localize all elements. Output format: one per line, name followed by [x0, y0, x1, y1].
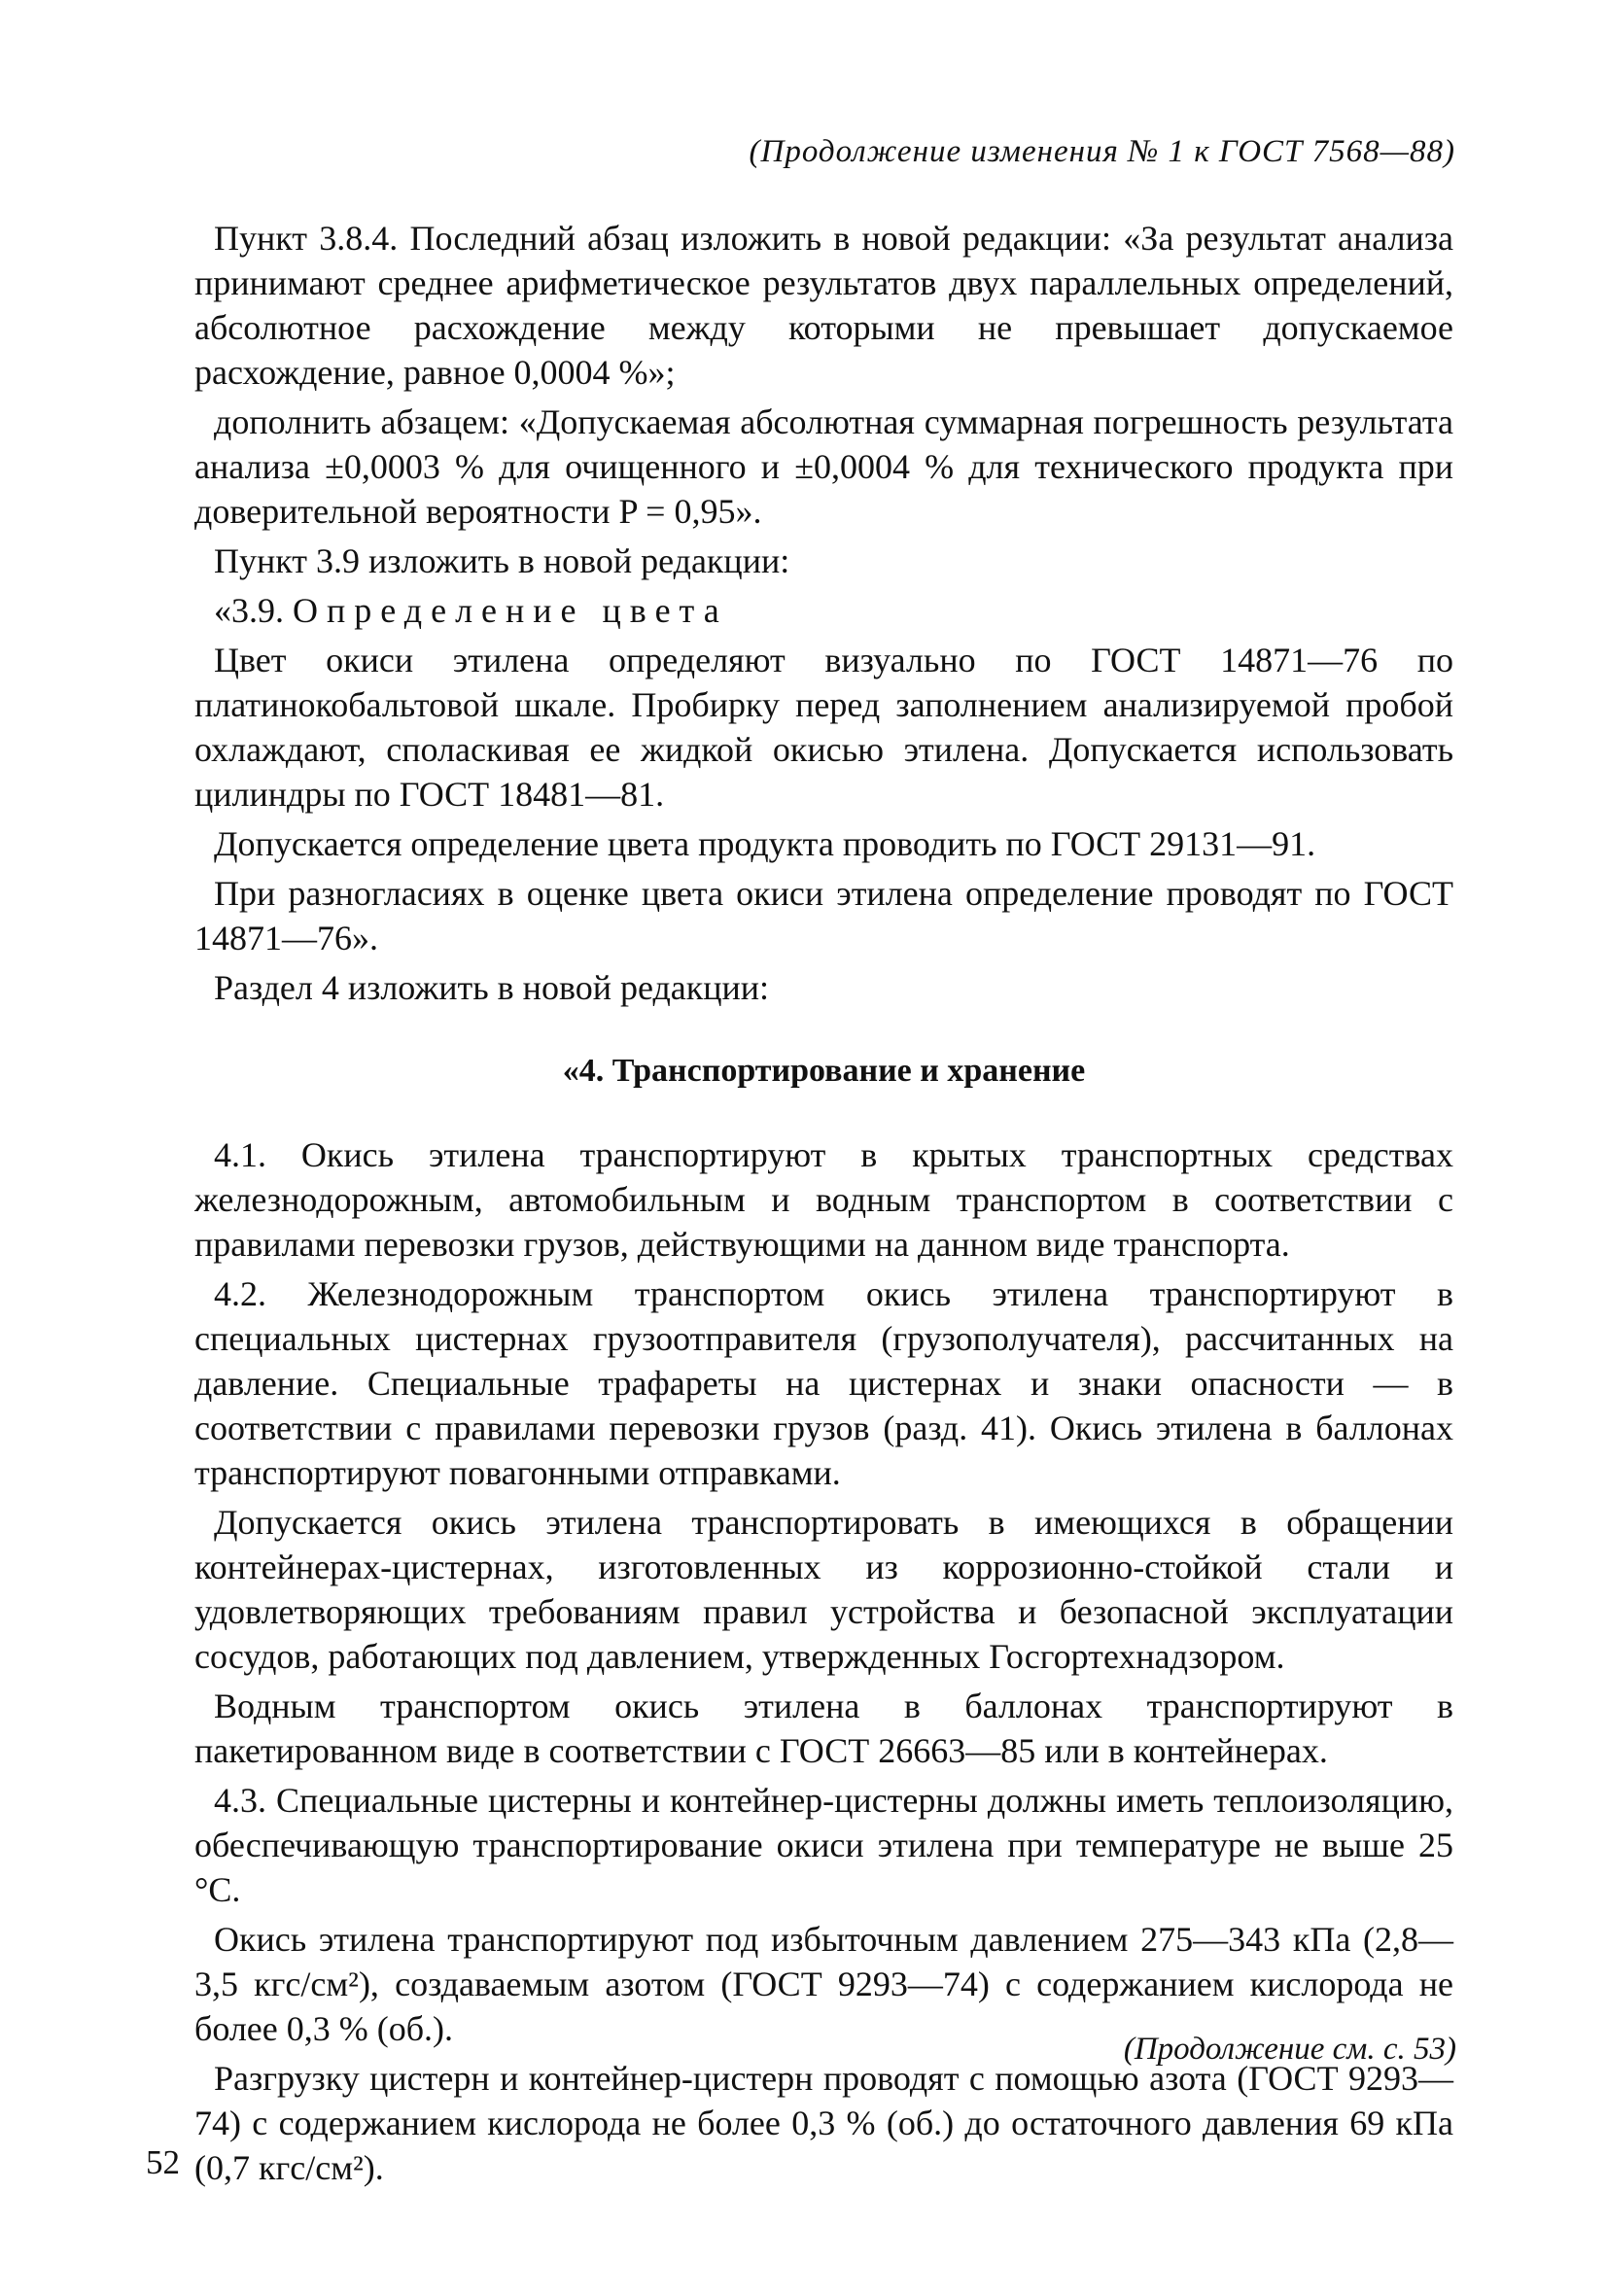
document-body	[194, 216, 1453, 2195]
paragraph: Допускается определение цвета продукта проводить по ГОСТ 29131—91.	[214, 824, 1316, 863]
paragraph: дополнить абзацем: «Допускаемая абсолютная суммарная погрешность результата анализа ±0,0003 % для очищенного и ±0,0004 % для технического продукта при доверительной вероятности P = 0,95».	[194, 402, 1453, 531]
paragraph: Водным транспортом окись этилена в баллонах транспортируют в пакетированном виде в соответствии с ГОСТ 26663—85 или в контейнерах.	[194, 1687, 1453, 1770]
paragraph: Цвет окиси этилена определяют визуально по ГОСТ 14871—76 по платинокобальтовой шкале. Пробирку перед заполнением анализируемой пробой охлаждают, споласкивая ее жидкой окисью этилена. Допускается использовать цилиндры по ГОСТ 18481—81.	[194, 641, 1453, 814]
paragraph: 4.1. Окись этилена транспортируют в крытых транспортных средствах железнодорожным, автомобильным и водным транспортом в соответствии с правилами перевозки грузов, действующими на данном виде транспорта.	[194, 1135, 1453, 1264]
paragraph: Допускается окись этилена транспортировать в имеющихся в обращении контейнерах-цистернах, изготовленных из коррозионно-стойкой стали и удовлетворяющих требованиям правил устройства и безопасной эксплуатации сосудов, работающих под давлением, утвержденных Госгортехнадзором.	[194, 1503, 1453, 1676]
paragraph: 4.3. Специальные цистерны и контейнер-цистерны должны иметь теплоизоляцию, обеспечивающую транспортирование окиси этилена при температуре не выше 25 °С.	[194, 1781, 1453, 1909]
page-number: 52	[146, 2143, 180, 2181]
continuation-note: (Продолжение см. с. 53)	[1123, 2032, 1456, 2067]
paragraph: Раздел 4 изложить в новой редакции:	[214, 968, 770, 1007]
paragraph: Пункт 3.9 изложить в новой редакции:	[214, 541, 790, 580]
subsection-heading	[194, 588, 1453, 633]
section-title: «4. Транспортирование и хранение	[562, 1053, 1086, 1089]
paragraph: 4.2. Железнодорожным транспортом окись этилена транспортируют в специальных цистернах грузоотправителя (грузополучателя), рассчитанных на давление. Специальные трафареты на цистернах и знаки опасности — в соответствии с правилами перевозки грузов (разд. 41). Окись этилена в баллонах транспортируют повагонными отправками.	[194, 1274, 1453, 1492]
subsection-number: «3.9.	[214, 591, 284, 630]
paragraph: Окись этилена транспортируют под избыточным давлением 275—343 кПа (2,8—3,5 кгс/см²), создаваемым азотом (ГОСТ 9293—74) с содержанием кислорода не более 0,3 % (об.).	[194, 1920, 1453, 2048]
paragraph: При разногласиях в оценке цвета окиси этилена определение проводят по ГОСТ 14871—76».	[194, 874, 1453, 957]
subsection-title: Определение цвета	[293, 591, 728, 630]
paragraph: Разгрузку цистерн и контейнер-цистерн проводят с помощью азота (ГОСТ 9293—74) с содержанием кислорода не более 0,3 % (об.) до остаточного давления 69 кПа (0,7 кгс/см²).	[194, 2059, 1453, 2187]
running-header: (Продолжение изменения № 1 к ГОСТ 7568—88)	[749, 134, 1455, 169]
paragraph: Пункт 3.8.4. Последний абзац изложить в новой редакции: «За результат анализа принимают среднее арифметическое результатов двух параллельных определений, абсолютное расхождение между которыми не превышает допускаемое расхождение, равное 0,0004 %»;	[194, 219, 1453, 392]
